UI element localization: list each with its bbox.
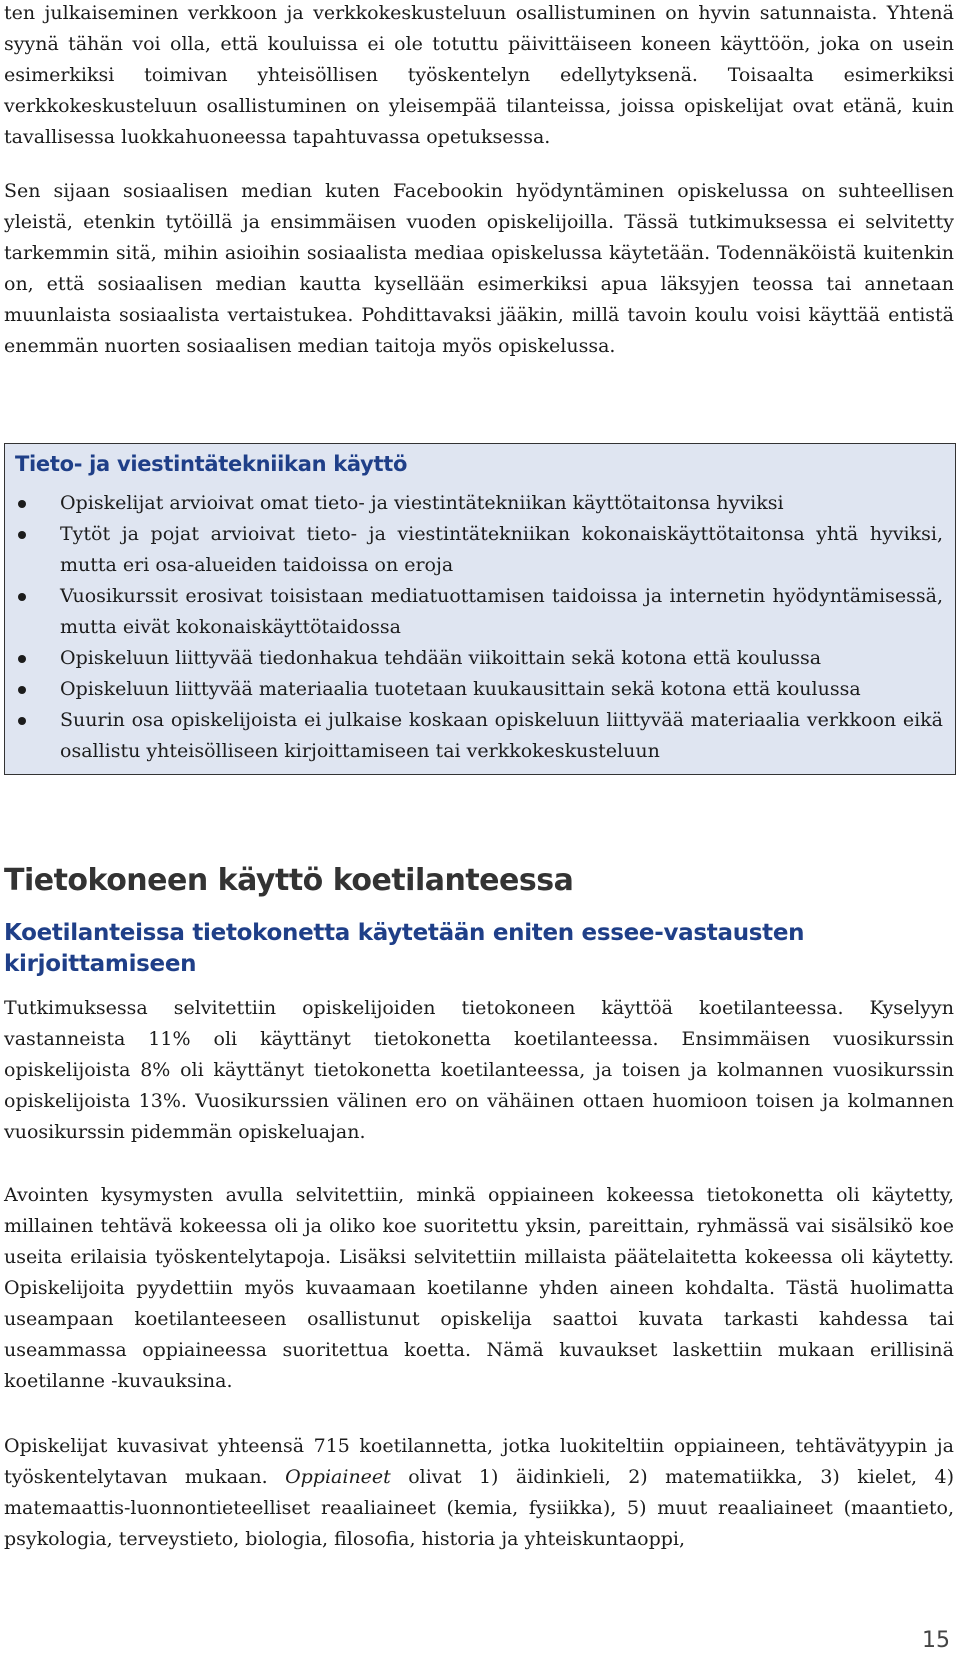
- bullet-icon: [18, 500, 26, 508]
- paragraph-5-start: Opiskelijat kuvasivat yhteensä 715 koetilannetta, jotka luokiteltiin oppiaineen, tehtävätyypin ja työskentelytavan mukaan.: [4, 1435, 954, 1488]
- list-item: [5, 705, 955, 767]
- paragraph-2: Sen sijaan sosiaalisen median kuten Facebookin hyödyntäminen opiskelussa on suhteellisen yleistä, etenkin tytöillä ja ensimmäisen vuoden opiskelijoilla. Tässä tutkimuksessa ei selvitetty tarkemmin sitä, mihin asioihin sosiaalista mediaa opiskelussa käytetään. Todennäköistä kuitenkin on, että sosiaalisen median kautta kysellään esimerkiksi apua läksyjen teossa tai annetaan muunlaista sosiaalista vertaistukea. Pohdittavaksi jääkin, millä tavoin koulu voisi käyttää entistä enemmän nuorten sosiaalisen median taitoja myös opiskelussa.: [4, 180, 954, 357]
- paragraph-5: [4, 1431, 954, 1555]
- bullet-icon: [18, 655, 26, 663]
- list-item-text: Opiskeluun liittyvää tiedonhakua tehdään viikoittain sekä kotona että koulussa: [60, 647, 822, 669]
- summary-box-title: Tieto- ja viestintätekniikan käyttö: [15, 452, 408, 476]
- bullet-icon: [18, 717, 26, 725]
- list-item: [5, 581, 955, 643]
- list-item-text: Suurin osa opiskelijoista ei julkaise koskaan opiskeluun liittyvää materiaalia verkkoon eikä osallistu yhteisölliseen kirjoittamiseen tai verkkokeskusteluun: [60, 709, 943, 762]
- section-heading: Tietokoneen käyttö koetilanteessa: [4, 863, 574, 898]
- bullet-icon: [18, 531, 26, 539]
- paragraph-5-italic: Oppiaineet: [285, 1466, 391, 1488]
- paragraph-3: Tutkimuksessa selvitettiin opiskelijoiden tietokoneen käyttöä koetilanteessa. Kyselyyn vastanneista 11% oli käyttänyt tietokonetta koetilanteessa. Ensimmäisen vuosikurssin opiskelijoista 8% oli käyttänyt tietokonetta koetilanteessa, ja toisen ja kolmannen vuosikurssin opiskelijoista 13%. Vuosikurssien välinen ero on vähäinen ottaen huomioon toisen ja kolmannen vuosikurssin pidemmän opiskeluajan.: [4, 997, 954, 1143]
- summary-list: [5, 488, 955, 767]
- paragraph-1: ten julkaiseminen verkkoon ja verkkokeskusteluun osallistuminen on hyvin satunnaista. Yhtenä syynä tähän voi olla, että kouluissa ei ole totuttu päivittäiseen koneen käyttöön, joka on usein esimerkiksi toimivan yhteisöllisen työskentelyn edellytyksenä. Toisaalta esimerkiksi verkkokeskusteluun osallistuminen on yleisempää tilanteissa, joissa opiskelijat ovat etänä, kuin tavallisessa luokkahuoneessa tapahtuvassa opetuksessa.: [4, 2, 954, 148]
- list-item-text: Vuosikurssit erosivat toisistaan mediatuottamisen taidoissa ja internetin hyödyntämisessä, mutta eivät kokonaiskäyttötaidossa: [60, 585, 943, 638]
- list-item: [5, 674, 955, 705]
- bullet-icon: [18, 686, 26, 694]
- page-number: 15: [922, 1628, 950, 1653]
- paragraph-4: Avointen kysymysten avulla selvitettiin, minkä oppiaineen kokeessa tietokonetta oli käytetty, millainen tehtävä kokeessa oli ja oliko koe suoritettu yksin, pareittain, ryhmässä vai sisälsikö koe useita erilaisia työskentelytapoja. Lisäksi selvitettiin millaista päätelaitetta kokeessa oli käytetty. Opiskelijoita pyydettiin myös kuvaamaan koetilanne yhden aineen kohdalta. Tästä huolimatta useampaan koetilanteeseen osallistunut opiskelija saattoi kuvata tarkasti kahdessa tai useammassa oppiaineessa suoritettua koetta. Nämä kuvaukset laskettiin mukaan erillisinä koetilanne -kuvauksina.: [4, 1184, 954, 1392]
- list-item-text: Opiskeluun liittyvää materiaalia tuotetaan kuukausittain sekä kotona että koulussa: [60, 678, 861, 700]
- list-item: [5, 643, 955, 674]
- list-item: [5, 488, 955, 519]
- section-subheading: Koetilanteissa tietokonetta käytetään eniten essee-vastausten kirjoittamiseen: [4, 920, 805, 977]
- list-item: [5, 519, 955, 581]
- summary-box: [4, 443, 956, 775]
- paragraph-5-end: olivat 1) äidinkieli, 2) matematiikka, 3) kielet, 4) matemaattis-luonnontieteelliset reaaliaineet (kemia, fysiikka), 5) muut reaaliaineet (maantieto, psykologia, terveystieto, biologia, filosofia, historia ja yhteiskuntaoppi,: [4, 1466, 954, 1550]
- list-item-text: Opiskelijat arvioivat omat tieto- ja viestintätekniikan käyttötaitonsa hyviksi: [60, 492, 784, 514]
- bullet-icon: [18, 593, 26, 601]
- list-item-text: Tytöt ja pojat arvioivat tieto- ja viestintätekniikan kokonaiskäyttötaitonsa yhtä hyviksi, mutta eri osa-alueiden taidoissa on eroja: [60, 523, 943, 576]
